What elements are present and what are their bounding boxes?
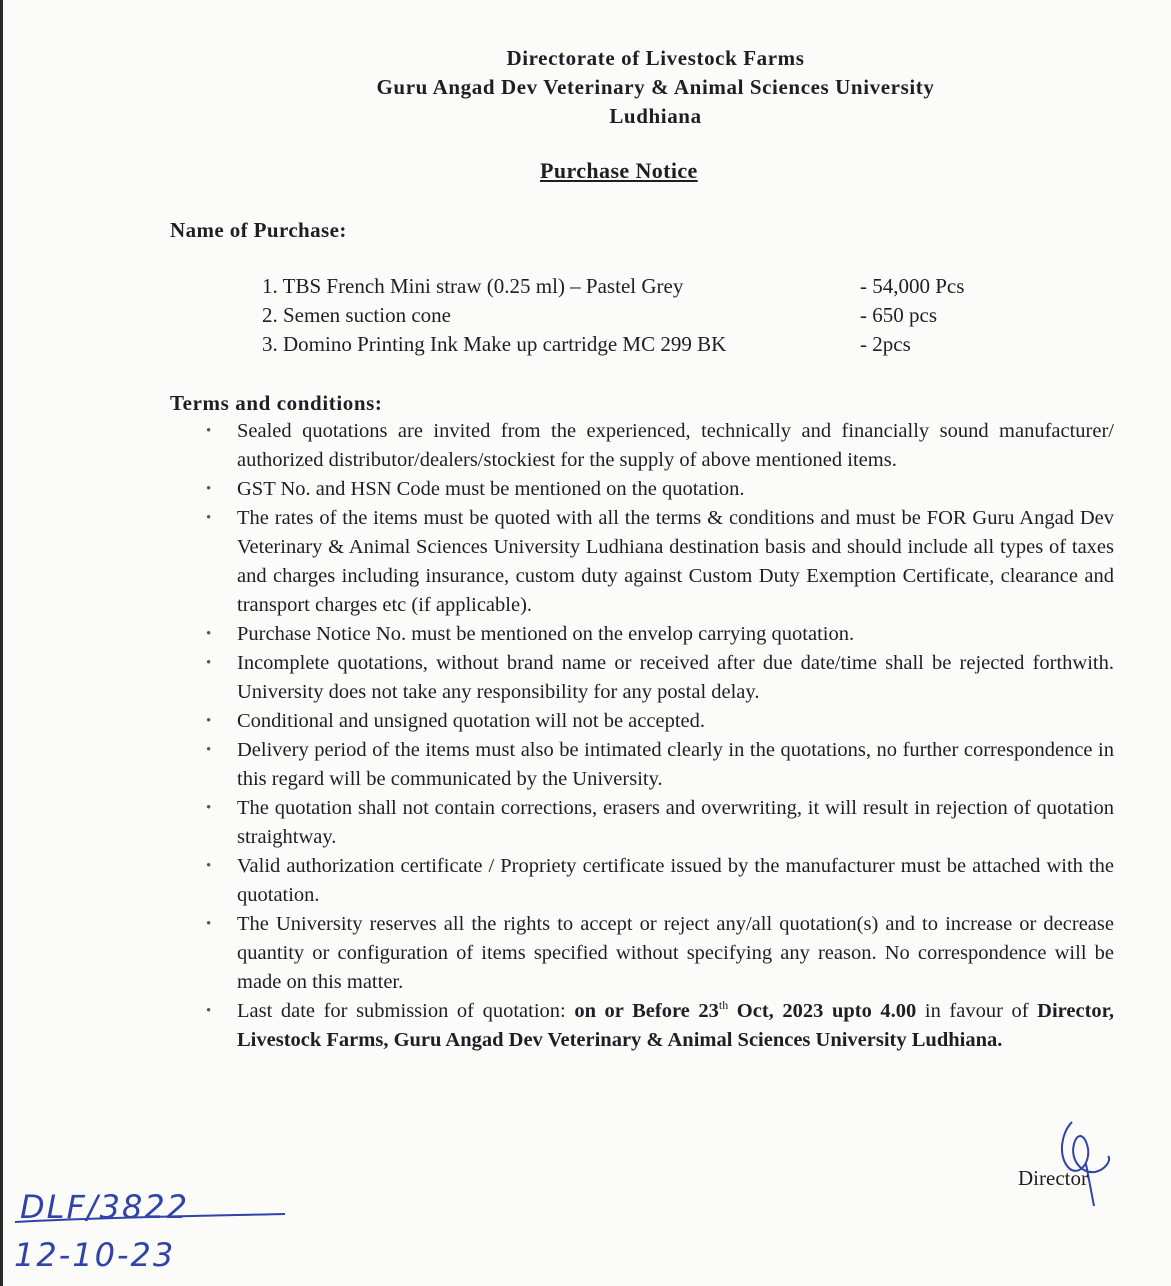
- deadline-ordinal: th: [718, 998, 729, 1013]
- item-quantity: - 54,000 Pcs: [860, 274, 965, 298]
- term-item: • The rates of the items must be quoted with all the terms & conditions and must be FOR Guru Angad Dev Veterinary & Animal Sciences University Ludhiana destination basis and should include all types of taxes and charges including insurance, custom duty against Custom Duty Exemption Certificate, clearance and transport charges etc (if applicable).: [200, 504, 1114, 620]
- bullet-icon: •: [206, 510, 212, 526]
- terms-list: [200, 417, 1114, 1055]
- page-edge: [0, 0, 3, 1286]
- deadline-time: Oct, 2023 upto 4.00: [728, 1000, 917, 1022]
- bullet-icon: •: [206, 626, 212, 642]
- bullet-icon: •: [206, 481, 212, 497]
- signatory-title: Director: [1018, 1166, 1088, 1190]
- term-item: • GST No. and HSN Code must be mentioned on the quotation.: [200, 475, 1114, 504]
- bullet-icon: •: [206, 1003, 212, 1019]
- term-item: • Conditional and unsigned quotation will not be accepted.: [200, 707, 1114, 736]
- term-item: • Delivery period of the items must also be intimated clearly in the quotations, no further correspondence in this regard will be communicated by the University.: [200, 736, 1114, 794]
- term-item: • The University reserves all the rights to accept or reject any/all quotation(s) and to increase or decrease quantity or configuration of items specified without specifying any reason. No correspondence will be made on this matter.: [200, 910, 1114, 997]
- term-item: • The quotation shall not contain corrections, erasers and overwriting, it will result in rejection of quotation straightway.: [200, 794, 1114, 852]
- letterhead: [0, 44, 1171, 131]
- handwritten-date: 12-10-23: [14, 1236, 176, 1274]
- term-item-last-date: • Last date for submission of quotation: on or Before 23th Oct, 2023 upto 4.00 in favour of Director, Livestock Farms, Guru Angad Dev Veterinary & Animal Sciences University Ludhiana.: [206, 998, 1115, 1051]
- handwritten-underline: [10, 1208, 310, 1228]
- bullet-icon: •: [206, 800, 212, 816]
- term-item: • Sealed quotations are invited from the experienced, technically and financially sound manufacturer/ authorized distributor/dealers/stockiest for the supply of above mentioned items.: [200, 417, 1114, 475]
- item-name: 3. Domino Printing Ink Make up cartridge MC 299 BK: [262, 332, 727, 356]
- handwritten-reference: DLF/3822: [20, 1188, 190, 1226]
- name-of-purchase-label: Name of Purchase:: [170, 218, 347, 242]
- bullet-icon: •: [206, 713, 212, 729]
- deadline-date: on or Before 23: [574, 1000, 719, 1022]
- signature-mark: [1050, 1114, 1120, 1209]
- header-city: Ludhiana: [609, 104, 702, 128]
- terms-heading: Terms and conditions:: [170, 391, 383, 415]
- item-name: 2. Semen suction cone: [262, 303, 451, 327]
- term-item: • Purchase Notice No. must be mentioned on the envelop carrying quotation.: [200, 620, 1114, 649]
- bullet-icon: •: [206, 916, 212, 932]
- bullet-icon: •: [206, 742, 212, 758]
- term-item: • Incomplete quotations, without brand name or received after due date/time shall be rejected forthwith. University does not take any responsibility for any postal delay.: [200, 649, 1114, 707]
- bullet-icon: •: [206, 655, 212, 671]
- bullet-icon: •: [206, 858, 212, 874]
- item-quantity: - 650 pcs: [860, 303, 937, 327]
- notice-title: Purchase Notice: [540, 158, 698, 183]
- item-name: 1. TBS French Mini straw (0.25 ml) – Pastel Grey: [262, 274, 684, 298]
- term-item: • Valid authorization certificate / Propriety certificate issued by the manufacturer must be attached with the quotation.: [200, 852, 1114, 910]
- item-quantity: - 2pcs: [860, 332, 911, 356]
- addressee: Director, Livestock Farms, Guru Angad Dev Veterinary & Animal Sciences University Ludhiana.: [237, 1000, 1115, 1051]
- header-directorate: Directorate of Livestock Farms: [506, 46, 805, 70]
- bullet-icon: •: [206, 423, 212, 439]
- header-university: Guru Angad Dev Veterinary & Animal Sciences University: [376, 75, 935, 99]
